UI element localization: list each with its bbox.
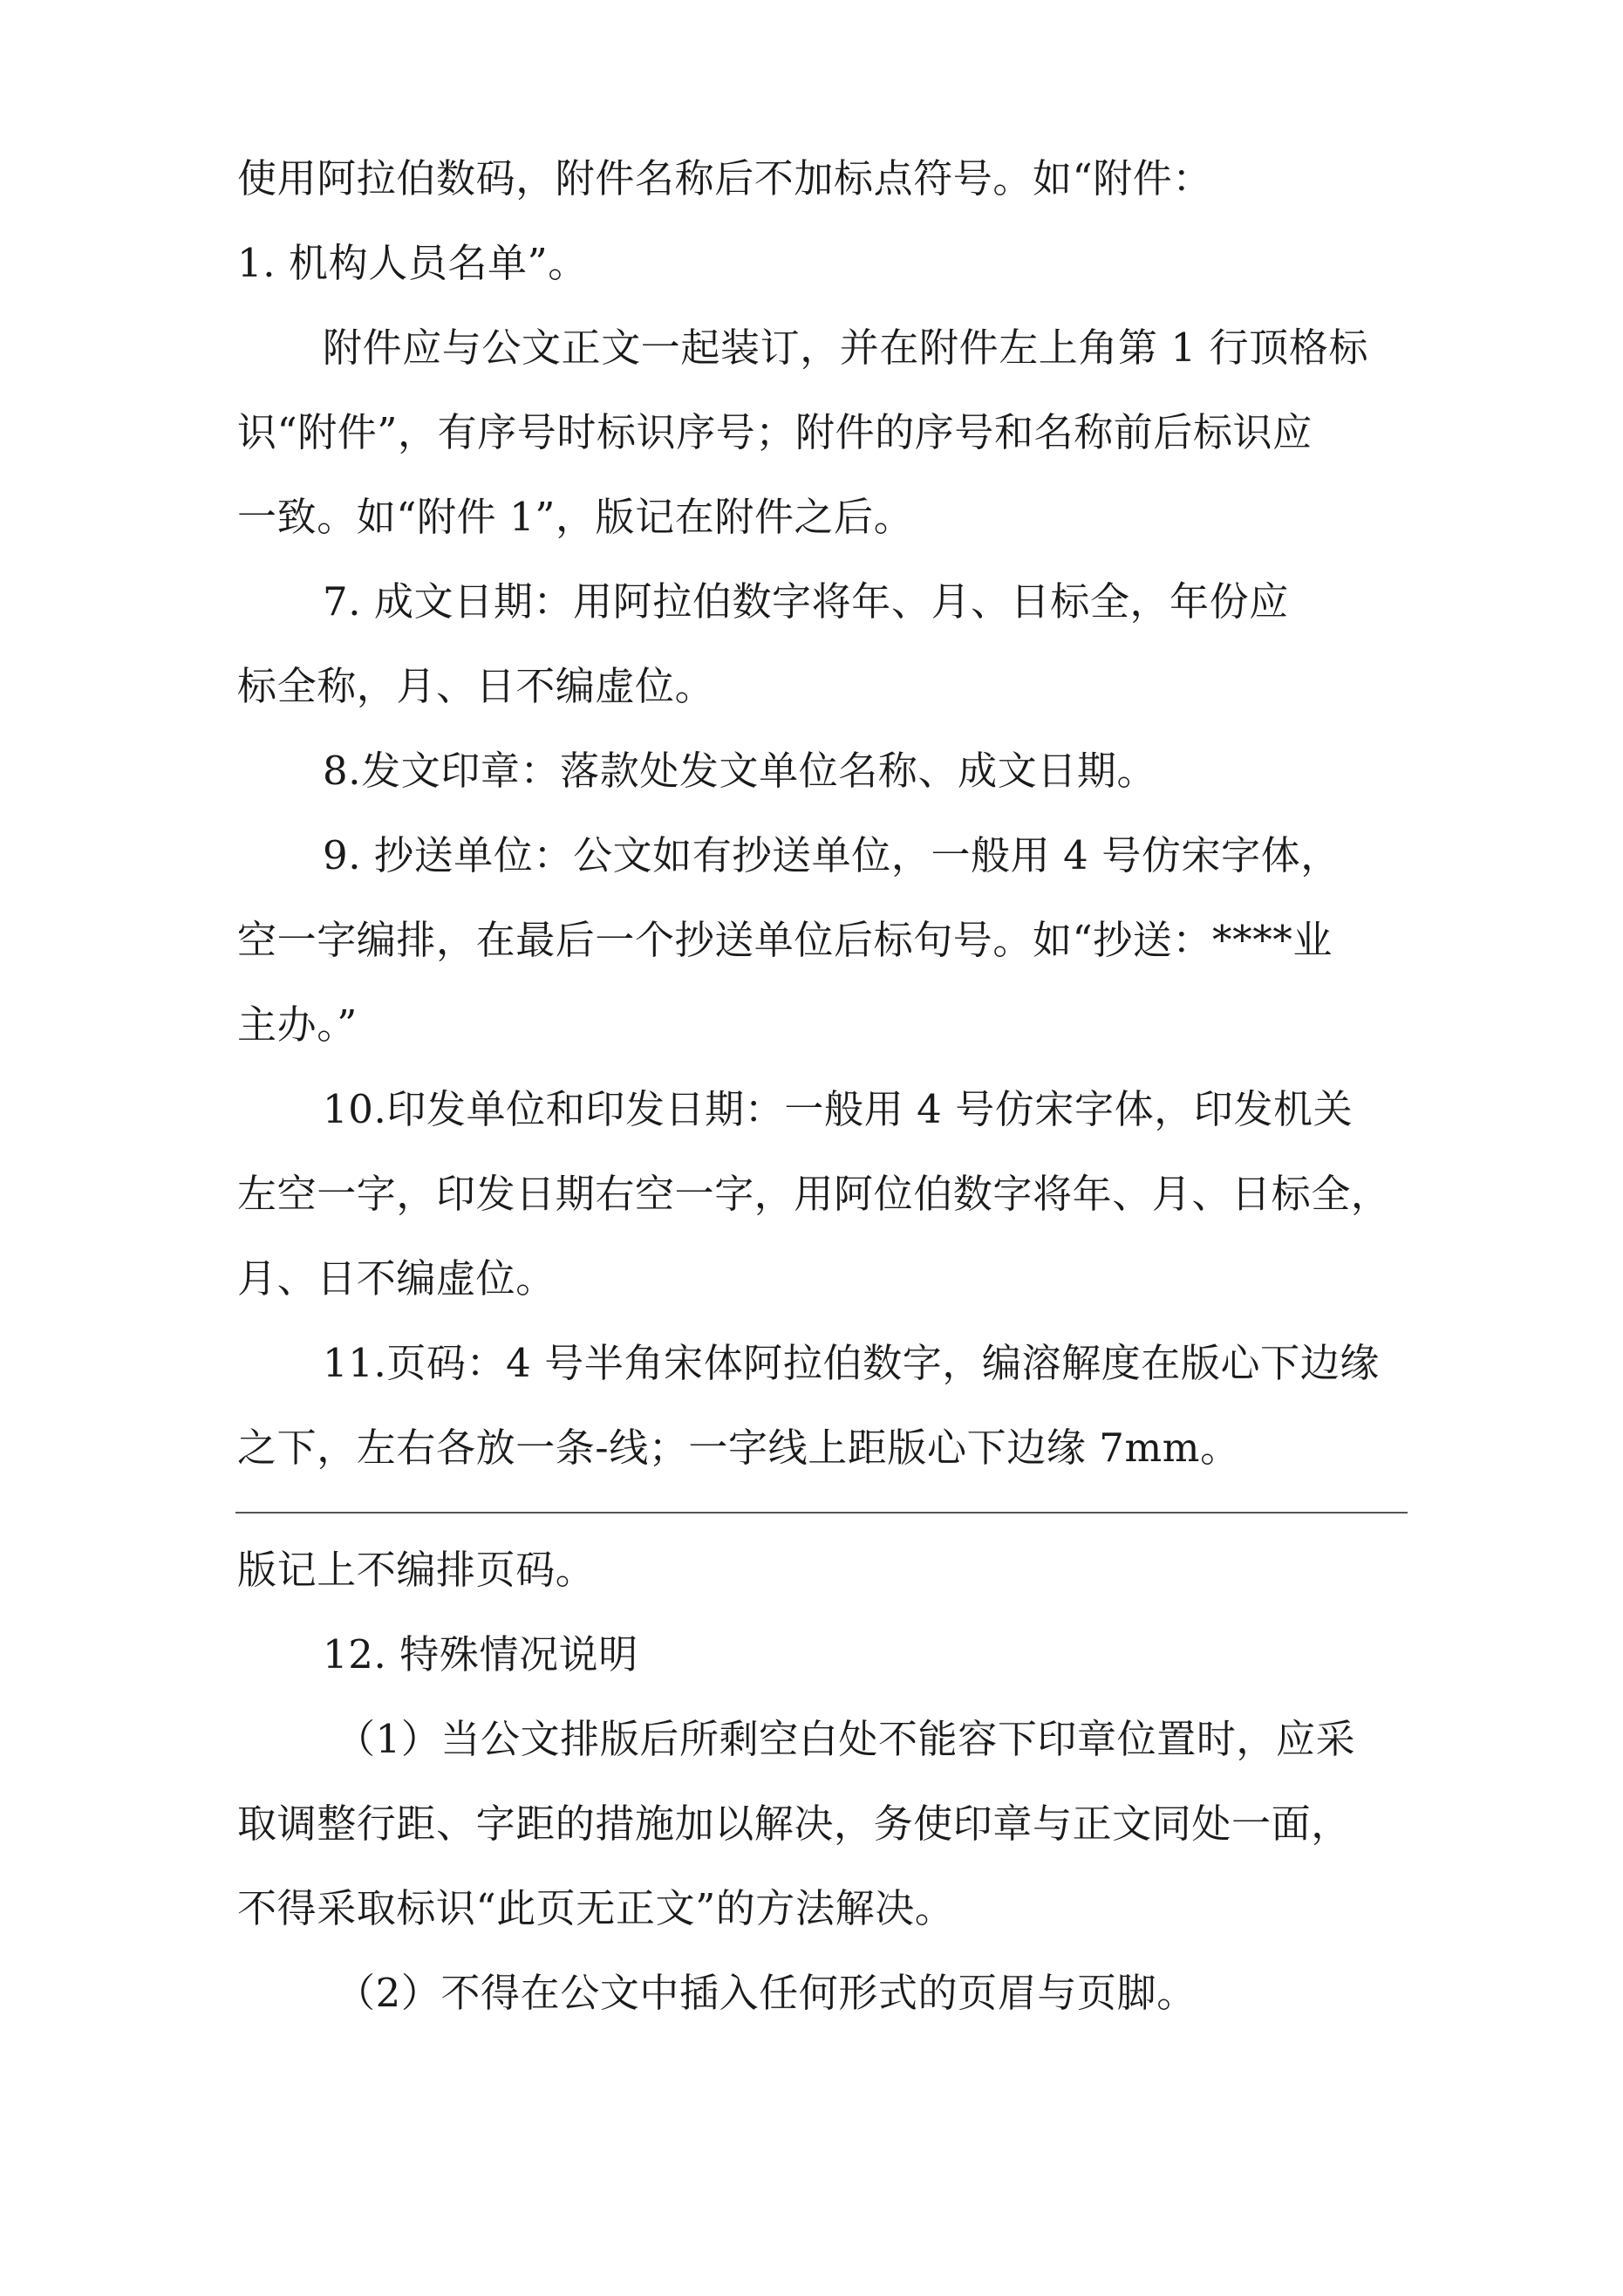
text-line: 版记上不编排页码。 [237,1547,596,1593]
section-10-heading-line: 10.印发单位和印发日期：一般用 4 号仿宋字体，印发机关 [323,1086,1354,1132]
subitem-1-line: （1）当公文排版后所剩空白处不能容下印章位置时，应采 [336,1716,1356,1762]
section-7-heading-line: 7. 成文日期：用阿拉伯数字将年、月、日标全，年份应 [323,578,1289,625]
paragraph-start-line: 附件应与公文正文一起装订，并在附件左上角第 1 行顶格标 [323,325,1369,371]
text-line: 取调整行距、字距的措施加以解决，务使印章与正文同处一面， [237,1801,1351,1847]
text-line: 左空一字，印发日期右空一字，用阿位伯数字将年、月、日标全， [237,1171,1391,1217]
subitem-2-line: （2）不得在公文中插入任何形式的页眉与页脚。 [336,1970,1197,2016]
text-line: 识“附件”，有序号时标识序号；附件的序号和名称前后标识应 [237,409,1313,455]
text-line: 月、日不编虚位。 [237,1255,556,1302]
text-line: 不得采取标识“此页无正文”的方法解决。 [237,1885,955,1931]
section-9-heading-line: 9. 抄送单位：公文如有抄送单位，一般用 4 号仿宋字体， [323,832,1340,878]
text-line: 一致。如“附件 1”，版记在附件之后。 [237,494,914,540]
section-11-heading-line: 11.页码：4 号半角宋体阿拉伯数字，编溶解度在版心下边缘 [323,1340,1380,1386]
text-line: 1. 机构人员名单”。 [237,240,588,286]
text-line: 使用阿拉伯数码，附件名称后不加标点符号。如“附件： [237,155,1213,202]
text-line: 标全称，月、日不编虚位。 [237,663,715,709]
page-divider-rule [235,1512,1408,1514]
text-line: 主办。” [237,1001,358,1048]
text-line: 之下，左右各放一条-线；一字线上距版心下边缘 7mm。 [237,1425,1240,1471]
section-12-heading-line: 12. 特殊情况说明 [323,1631,638,1678]
section-8-line: 8.发文印章：落款处发文单位名称、成文日期。 [323,748,1157,794]
text-line: 空一字编排，在最后一个抄送单位后标句号。如“抄送：****业 [237,917,1333,963]
